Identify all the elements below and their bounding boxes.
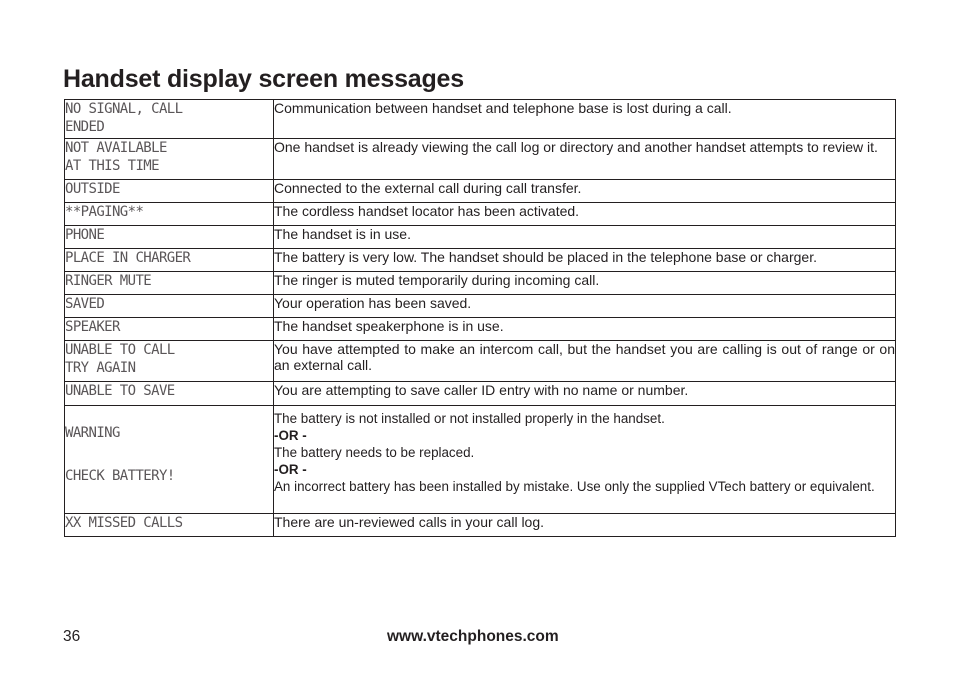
message-description: Communication between handset and telephone base is lost during a call. [274, 100, 896, 139]
screen-message: **PAGING** [65, 203, 274, 226]
table-row [65, 318, 896, 341]
screen-message-line: CHECK BATTERY! [65, 468, 175, 484]
message-description: The ringer is muted temporarily during incoming call. [274, 272, 896, 295]
page-number: 36 [63, 628, 81, 645]
screen-message: SPEAKER [65, 318, 274, 341]
screen-message [65, 406, 274, 514]
table-row [65, 341, 896, 382]
screen-message-line: WARNING [65, 425, 120, 441]
description-line: The battery is not installed or not installed properly in the handset. [274, 411, 665, 426]
table-row [65, 382, 896, 406]
screen-message: OUTSIDE [65, 180, 274, 203]
messages-table [64, 99, 896, 537]
screen-message: UNABLE TO CALL TRY AGAIN [65, 341, 274, 382]
message-description: The battery is very low. The handset should be placed in the telephone base or charger. [274, 249, 896, 272]
message-description [274, 406, 896, 514]
message-description: The handset is in use. [274, 226, 896, 249]
screen-message: PLACE IN CHARGER [65, 249, 274, 272]
message-description: There are un-reviewed calls in your call log. [274, 514, 896, 537]
or-separator: -OR - [274, 462, 307, 477]
message-description: The cordless handset locator has been activated. [274, 203, 896, 226]
description-line: The battery needs to be replaced. [274, 445, 475, 460]
screen-message: XX MISSED CALLS [65, 514, 274, 537]
message-description: Your operation has been saved. [274, 295, 896, 318]
message-description: You have attempted to make an intercom call, but the handset you are calling is out of range or on an external call. [274, 341, 896, 382]
message-description: The handset speakerphone is in use. [274, 318, 896, 341]
table-row [65, 406, 896, 514]
table-row [65, 139, 896, 180]
message-description: You are attempting to save caller ID entry with no name or number. [274, 382, 896, 406]
table-row [65, 295, 896, 318]
table-row [65, 272, 896, 295]
description-line: An incorrect battery has been installed by mistake. Use only the supplied VTech battery or equivalent. [274, 479, 875, 494]
table-row [65, 180, 896, 203]
table-row [65, 226, 896, 249]
screen-message: SAVED [65, 295, 274, 318]
table-row [65, 203, 896, 226]
screen-message: UNABLE TO SAVE [65, 382, 274, 406]
message-description: One handset is already viewing the call log or directory and another handset attempts to review it. [274, 139, 896, 180]
footer-url[interactable]: www.vtechphones.com [387, 628, 559, 645]
table-row [65, 100, 896, 139]
page-title: Handset display screen messages [63, 65, 464, 93]
message-description: Connected to the external call during call transfer. [274, 180, 896, 203]
screen-message: NO SIGNAL, CALL ENDED [65, 100, 274, 139]
screen-message: RINGER MUTE [65, 272, 274, 295]
or-separator: -OR - [274, 428, 307, 443]
table-row [65, 249, 896, 272]
screen-message: PHONE [65, 226, 274, 249]
screen-message: NOT AVAILABLE AT THIS TIME [65, 139, 274, 180]
table-row [65, 514, 896, 537]
